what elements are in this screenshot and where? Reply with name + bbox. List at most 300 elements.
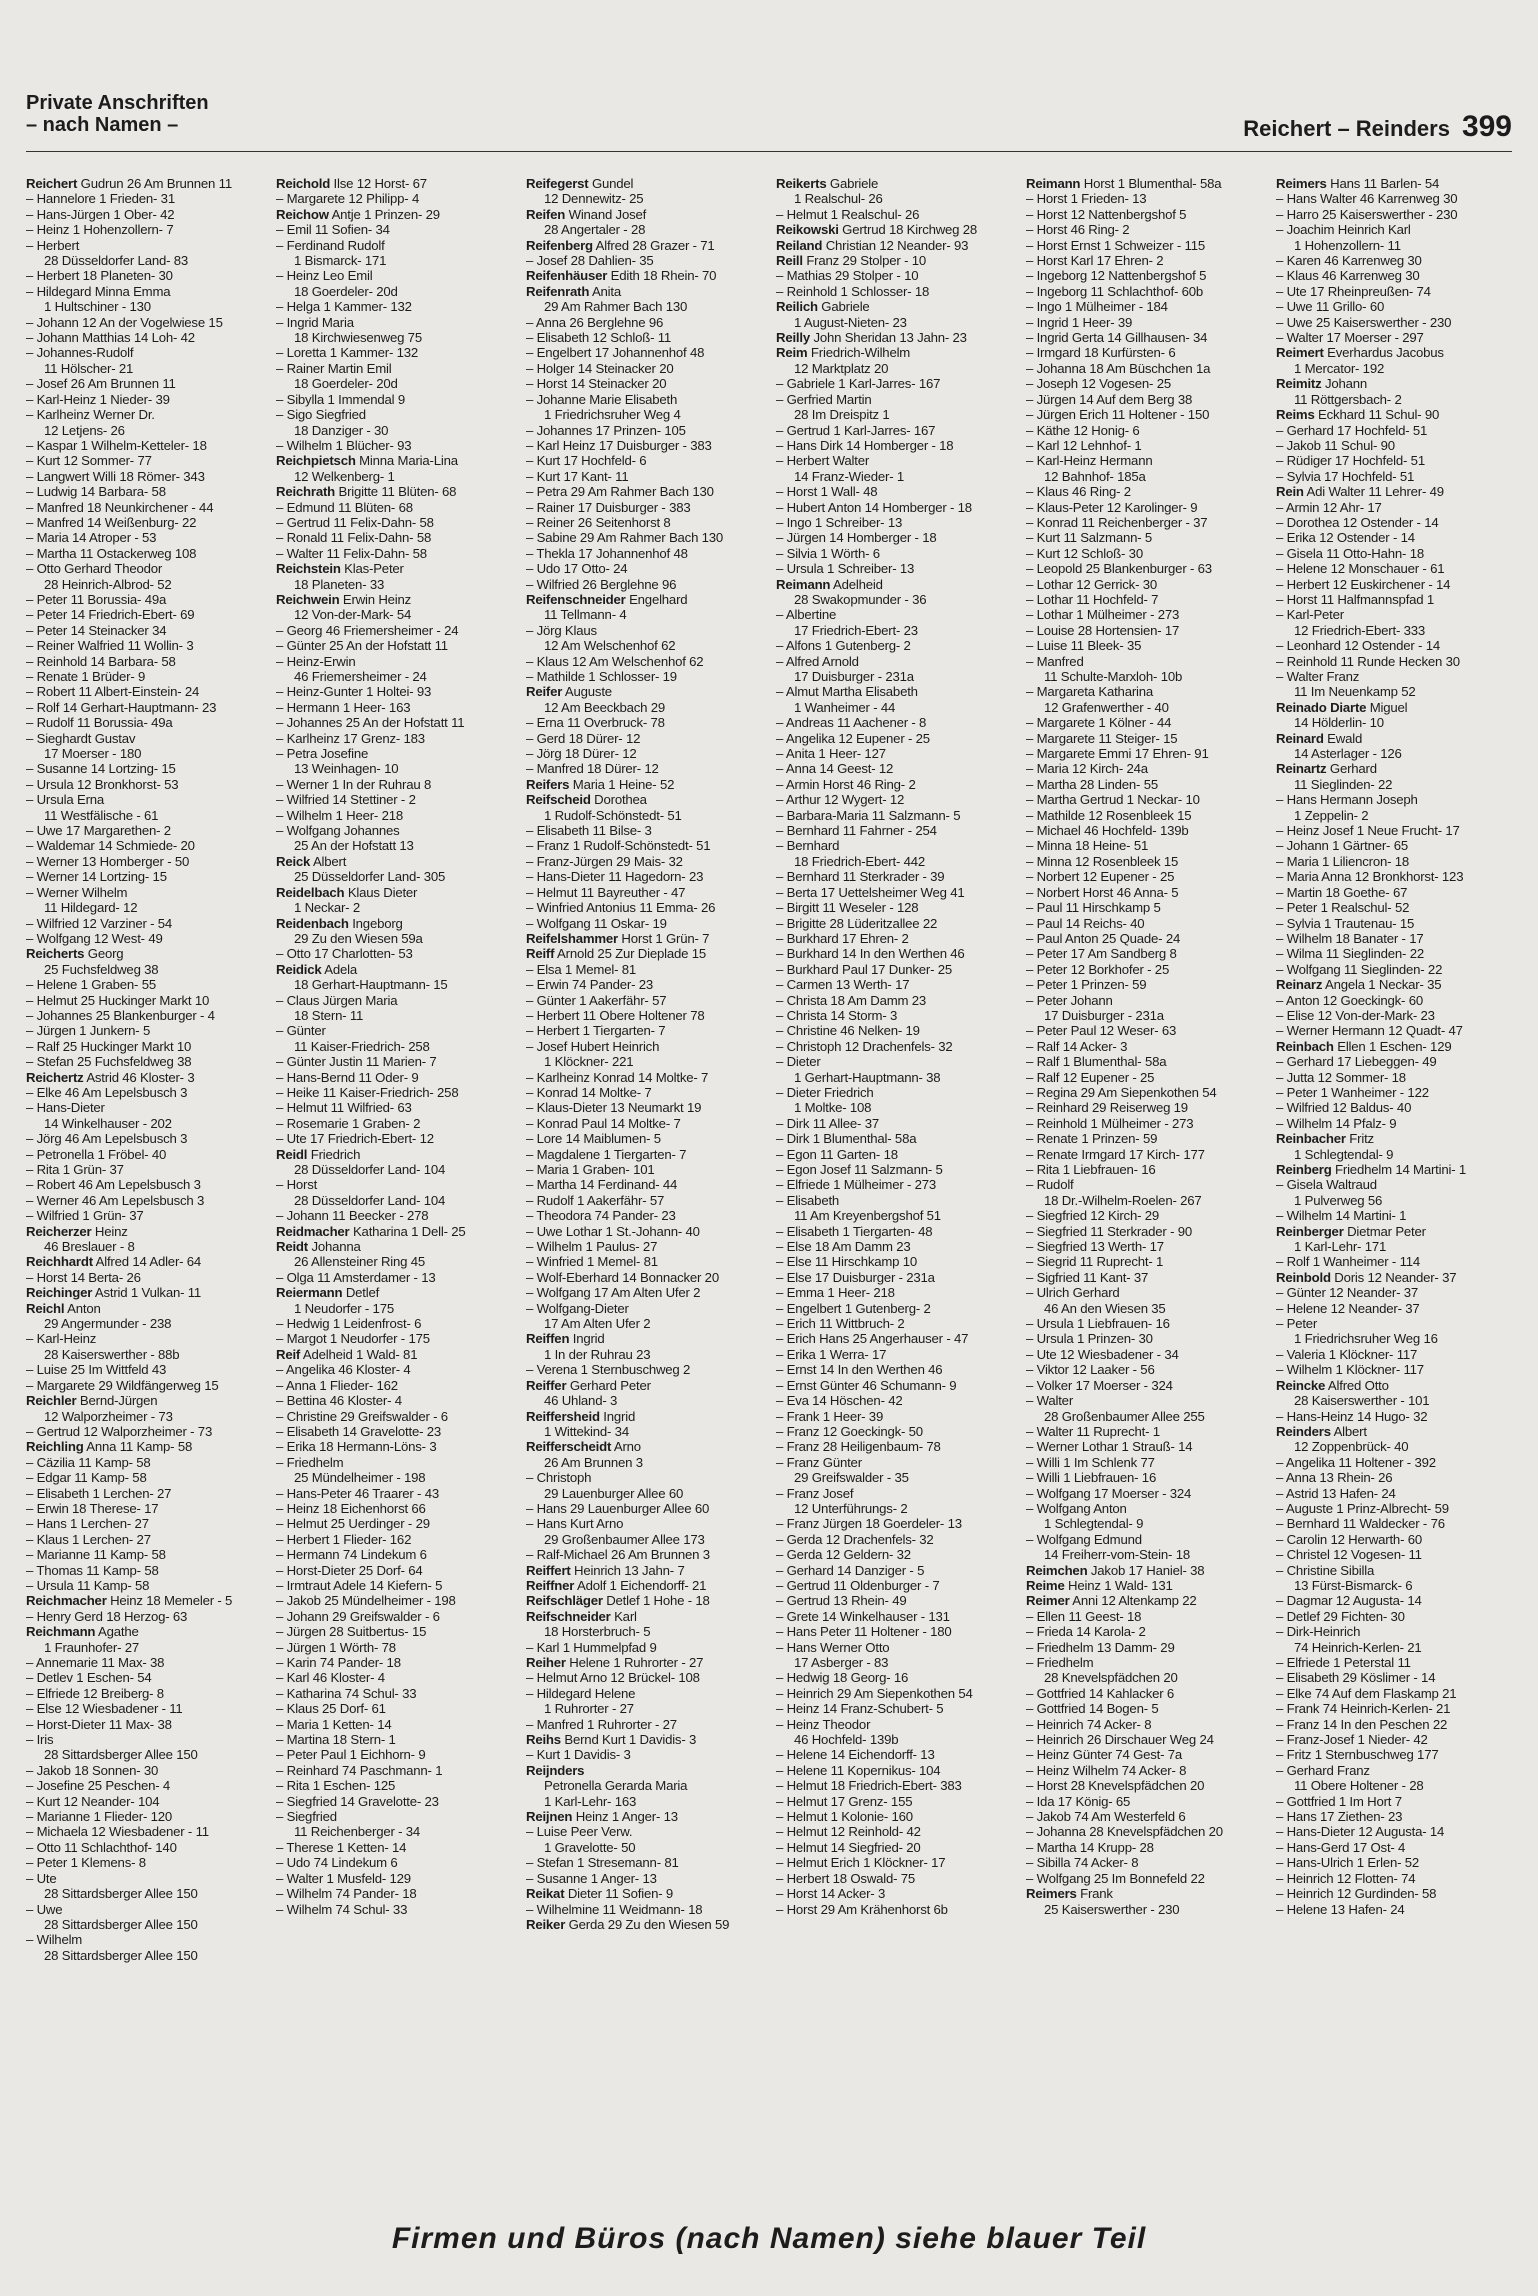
entry-text: – Helmut 18 Friedrich-Ebert- 383 bbox=[776, 1778, 962, 1794]
directory-entry bbox=[1276, 469, 1514, 484]
directory-entry bbox=[776, 1023, 1014, 1038]
directory-entry bbox=[26, 1563, 264, 1578]
directory-entry bbox=[26, 684, 264, 699]
entry-text: – Hans 17 Ziethen- 23 bbox=[1276, 1809, 1403, 1825]
entry-text: 1 Neudorfer - 175 bbox=[294, 1300, 394, 1316]
entry-text: – Susanne 14 Lortzing- 15 bbox=[26, 761, 176, 777]
entry-text: – Edgar 11 Kamp- 58 bbox=[26, 1470, 147, 1486]
entry-text: 1 Hultschiner - 130 bbox=[44, 299, 151, 315]
entry-text: – Wilfried 1 Grün- 37 bbox=[26, 1208, 144, 1224]
entry-text: – Johannes 25 Blankenburger - 4 bbox=[26, 1007, 215, 1023]
directory-entry bbox=[26, 1686, 264, 1701]
entry-text: 28 Knevelspfädchen 20 bbox=[1044, 1670, 1178, 1686]
directory-entry bbox=[1276, 1285, 1514, 1300]
entry-text: – Helmut Arno 12 Brückel- 108 bbox=[526, 1670, 700, 1686]
entry-text: – Karl-Heinz bbox=[26, 1331, 97, 1347]
listing-columns bbox=[26, 176, 1516, 2196]
entry-text: – Horst 11 Halfmannspfad 1 bbox=[1276, 591, 1435, 607]
entry-text: – Horst 28 Knevelspfädchen 20 bbox=[1026, 1778, 1205, 1794]
entry-text: Anton bbox=[64, 1300, 101, 1316]
directory-entry bbox=[776, 1578, 1014, 1593]
directory-entry bbox=[26, 453, 264, 468]
directory-entry bbox=[776, 345, 1014, 360]
directory-entry bbox=[776, 284, 1014, 299]
entry-text: – Else 17 Duisburger - 231a bbox=[776, 1269, 935, 1285]
directory-entry bbox=[26, 1717, 264, 1732]
directory-entry bbox=[526, 1316, 764, 1331]
directory-entry bbox=[526, 1670, 764, 1685]
entry-text: 12 Dennewitz- 25 bbox=[544, 191, 644, 207]
entry-text: – Helmut 17 Grenz- 155 bbox=[776, 1793, 913, 1809]
directory-entry bbox=[1276, 854, 1514, 869]
entry-text: – Peter 1 Realschul- 52 bbox=[1276, 900, 1410, 916]
entry-text: – Wilhelm 18 Banater - 17 bbox=[1276, 930, 1424, 946]
directory-entry bbox=[776, 453, 1014, 468]
directory-entry bbox=[26, 623, 264, 638]
entry-text: – Lothar 1 Mülheimer - 273 bbox=[1026, 607, 1180, 623]
entry-text: 1 Bismarck- 171 bbox=[294, 253, 387, 269]
directory-entry bbox=[526, 761, 764, 776]
directory-entry bbox=[276, 330, 514, 345]
entry-text: – Anna 1 Flieder- 162 bbox=[276, 1377, 398, 1393]
directory-entry bbox=[1026, 1824, 1264, 1839]
surname: Reichwein bbox=[276, 591, 340, 607]
directory-entry bbox=[526, 1085, 764, 1100]
entry-text: – Johannes-Rudolf bbox=[26, 345, 134, 361]
directory-entry bbox=[1276, 191, 1514, 206]
entry-text: Alfred 28 Grazer - 71 bbox=[592, 237, 715, 253]
entry-text: – Sieghardt Gustav bbox=[26, 730, 136, 746]
entry-text: 29 Greifswalder - 35 bbox=[794, 1470, 909, 1486]
entry-text: – Herbert 18 Planeten- 30 bbox=[26, 268, 173, 284]
directory-entry bbox=[776, 684, 1014, 699]
directory-entry bbox=[1276, 1593, 1514, 1608]
entry-text: – Barbara-Maria 11 Salzmann- 5 bbox=[776, 807, 961, 823]
directory-entry bbox=[276, 392, 514, 407]
directory-entry bbox=[26, 423, 264, 438]
entry-text: 28 Sittardsberger Allee 150 bbox=[44, 1747, 198, 1763]
entry-text: Anni 12 Altenkamp 22 bbox=[1069, 1593, 1197, 1609]
directory-entry bbox=[276, 222, 514, 237]
entry-text: 12 Von-der-Mark- 54 bbox=[294, 607, 412, 623]
directory-entry bbox=[526, 1747, 764, 1762]
directory-entry bbox=[1026, 530, 1264, 545]
entry-text: – Franz 28 Heiligenbaum- 78 bbox=[776, 1439, 941, 1455]
directory-entry bbox=[1276, 1609, 1514, 1624]
directory-entry bbox=[776, 1717, 1014, 1732]
directory-entry bbox=[526, 253, 764, 268]
surname: Reimers bbox=[1276, 176, 1327, 191]
directory-entry bbox=[276, 777, 514, 792]
entry-text: – Kurt 12 Sommer- 77 bbox=[26, 453, 152, 469]
entry-text: – Gottfried 14 Kahlacker 6 bbox=[1026, 1685, 1175, 1701]
directory-entry bbox=[276, 438, 514, 453]
directory-entry bbox=[26, 1932, 264, 1947]
directory-entry bbox=[1026, 1763, 1264, 1778]
directory-entry bbox=[1026, 1563, 1264, 1578]
entry-text: – Franz 14 In den Peschen 22 bbox=[1276, 1716, 1448, 1732]
directory-entry bbox=[1276, 1208, 1514, 1223]
entry-text: – Werner 46 Am Lepelsbusch 3 bbox=[26, 1192, 205, 1208]
directory-entry bbox=[776, 823, 1014, 838]
directory-entry bbox=[776, 931, 1014, 946]
surname: Reimert bbox=[1276, 345, 1324, 361]
directory-entry bbox=[276, 623, 514, 638]
entry-text: – Reiner Walfried 11 Wollin- 3 bbox=[26, 638, 194, 654]
entry-text: 74 Heinrich-Kerlen- 21 bbox=[1294, 1639, 1422, 1655]
entry-text: – Joachim Heinrich Karl bbox=[1276, 222, 1411, 238]
directory-entry bbox=[1026, 1008, 1264, 1023]
entry-text: – Angelika 11 Holtener - 392 bbox=[1276, 1454, 1436, 1470]
directory-entry bbox=[776, 731, 1014, 746]
directory-entry bbox=[276, 1162, 514, 1177]
entry-text: – Wilhelm 74 Schul- 33 bbox=[276, 1901, 408, 1917]
entry-text: – Hedwig 1 Leidenfrost- 6 bbox=[276, 1316, 422, 1332]
entry-text: 11 Kaiser-Friedrich- 258 bbox=[294, 1038, 430, 1054]
directory-entry bbox=[776, 885, 1014, 900]
entry-text: – Margarete 1 Kölner - 44 bbox=[1026, 715, 1172, 731]
directory-entry bbox=[526, 1039, 764, 1054]
entry-text: – Michael 46 Hochfeld- 139b bbox=[1026, 823, 1189, 839]
entry-text: Anna 11 Kamp- 58 bbox=[83, 1439, 193, 1455]
directory-entry bbox=[26, 1547, 264, 1562]
directory-entry bbox=[26, 808, 264, 823]
entry-text: – Wolfgang 12 West- 49 bbox=[26, 930, 163, 946]
entry-text: – Dieter bbox=[776, 1054, 821, 1070]
entry-text: – Elisabeth bbox=[776, 1192, 840, 1208]
entry-text: – Franz 12 Goeckingk- 50 bbox=[776, 1423, 923, 1439]
directory-entry bbox=[1026, 1177, 1264, 1192]
directory-entry bbox=[1276, 1239, 1514, 1254]
surname: Reikat bbox=[526, 1886, 565, 1902]
directory-entry bbox=[776, 1131, 1014, 1146]
entry-text: – Helene 13 Hafen- 24 bbox=[1276, 1901, 1405, 1917]
entry-text: – Helene 1 Graben- 55 bbox=[26, 977, 156, 993]
directory-entry bbox=[276, 838, 514, 853]
entry-text: – Reiner 26 Seitenhorst 8 bbox=[526, 514, 671, 530]
entry-text: – Fritz 1 Sternbuschweg 177 bbox=[1276, 1747, 1439, 1763]
directory-entry bbox=[1276, 392, 1514, 407]
entry-text: – Peter Johann bbox=[1026, 992, 1113, 1008]
entry-text: 28 Kaiserswerther - 88b bbox=[44, 1346, 180, 1362]
directory-entry bbox=[526, 1301, 764, 1316]
directory-entry bbox=[1026, 700, 1264, 715]
directory-entry bbox=[526, 715, 764, 730]
directory-entry bbox=[26, 1455, 264, 1470]
entry-text: Ewald bbox=[1323, 730, 1363, 746]
entry-text: – Konrad Paul 14 Moltke- 7 bbox=[526, 1115, 681, 1131]
running-head bbox=[1243, 110, 1512, 144]
directory-entry bbox=[1026, 946, 1264, 961]
entry-text: 1 Karl-Lehr- 163 bbox=[544, 1793, 637, 1809]
entry-text: – Heike 11 Kaiser-Friedrich- 258 bbox=[276, 1084, 459, 1100]
directory-entry bbox=[1026, 484, 1264, 499]
directory-entry bbox=[776, 1855, 1014, 1870]
directory-entry bbox=[276, 731, 514, 746]
entry-text: – Karl Heinz 17 Duisburger - 383 bbox=[526, 437, 712, 453]
entry-text: – Dirk 11 Allee- 37 bbox=[776, 1115, 879, 1131]
directory-entry bbox=[276, 869, 514, 884]
directory-entry bbox=[1276, 885, 1514, 900]
entry-text: 12 Unterführungs- 2 bbox=[794, 1500, 908, 1516]
entry-text: – Wolfgang Edmund bbox=[1026, 1531, 1142, 1547]
entry-text: – Susanne 1 Anger- 13 bbox=[526, 1870, 657, 1886]
entry-text: – Willi 1 Liebfrauen- 16 bbox=[1026, 1470, 1157, 1486]
directory-entry bbox=[1276, 1532, 1514, 1547]
directory-entry bbox=[1276, 1116, 1514, 1131]
directory-entry bbox=[776, 361, 1014, 376]
directory-entry bbox=[1026, 1054, 1264, 1069]
surname: Reifscheid bbox=[526, 792, 591, 808]
entry-text: – Detlev 1 Eschen- 54 bbox=[26, 1670, 152, 1686]
entry-text: 25 Kaiserswerther - 230 bbox=[1044, 1901, 1180, 1917]
entry-text: 12 Walporzheimer - 73 bbox=[44, 1408, 173, 1424]
directory-entry bbox=[276, 469, 514, 484]
entry-text: – Ernst 14 In den Werthen 46 bbox=[776, 1362, 943, 1378]
directory-entry bbox=[26, 1085, 264, 1100]
surname: Reichling bbox=[26, 1439, 84, 1455]
directory-entry bbox=[1026, 854, 1264, 869]
entry-text: – Johanna 28 Knevelspfädchen 20 bbox=[1026, 1824, 1223, 1840]
directory-entry bbox=[276, 1532, 514, 1547]
directory-entry bbox=[776, 838, 1014, 853]
directory-entry bbox=[776, 1239, 1014, 1254]
directory-entry bbox=[776, 407, 1014, 422]
surname: Reijnen bbox=[526, 1809, 573, 1825]
directory-entry bbox=[776, 592, 1014, 607]
entry-text: – Engelbert 17 Johannenhof 48 bbox=[526, 345, 705, 361]
directory-entry bbox=[1276, 746, 1514, 761]
entry-text: – Klaus 46 Karrenweg 30 bbox=[1276, 268, 1420, 284]
entry-text: – Kurt 12 Schloß- 30 bbox=[1026, 545, 1143, 561]
entry-text: – Irmtraut Adele 14 Kiefern- 5 bbox=[276, 1577, 443, 1593]
entry-text: – Heinz Günter 74 Gest- 7a bbox=[1026, 1747, 1183, 1763]
entry-text: – Friedhelm 13 Damm- 29 bbox=[1026, 1639, 1175, 1655]
entry-text: – Marianne 1 Flieder- 120 bbox=[26, 1809, 173, 1825]
directory-entry bbox=[276, 1439, 514, 1454]
directory-entry bbox=[276, 792, 514, 807]
entry-text: – Ursula 11 Kamp- 58 bbox=[26, 1577, 150, 1593]
entry-text: – Wolfgang-Dieter bbox=[526, 1300, 629, 1316]
entry-text: – Hans 1 Lerchen- 27 bbox=[26, 1516, 149, 1532]
directory-entry bbox=[1026, 1516, 1264, 1531]
entry-text: – Hedwig 18 Georg- 16 bbox=[776, 1670, 909, 1686]
entry-text: Brigitte 11 Blüten- 68 bbox=[335, 484, 457, 500]
directory-entry bbox=[26, 1470, 264, 1485]
surname: Reick bbox=[276, 853, 311, 869]
directory-entry bbox=[526, 1177, 764, 1192]
entry-text: 18 Horsterbruch- 5 bbox=[544, 1624, 651, 1640]
entry-text: 46 Breslauer - 8 bbox=[44, 1239, 135, 1255]
directory-entry bbox=[526, 1409, 764, 1424]
entry-text: Gertrud 18 Kirchweg 28 bbox=[838, 222, 978, 238]
entry-text: 11 Westfälische - 61 bbox=[44, 807, 159, 823]
entry-text: – Ellen 11 Geest- 18 bbox=[1026, 1608, 1142, 1624]
entry-text: – Peter Paul 12 Weser- 63 bbox=[1026, 1023, 1177, 1039]
directory-entry bbox=[26, 1501, 264, 1516]
entry-text: – Ute 17 Rheinpreußen- 74 bbox=[1276, 283, 1431, 299]
entry-text: – Maria 14 Atroper - 53 bbox=[26, 530, 157, 546]
directory-entry bbox=[276, 1670, 514, 1685]
entry-text: – Wolfgang 17 Moerser - 324 bbox=[1026, 1485, 1192, 1501]
entry-text: – Ulrich Gerhard bbox=[1026, 1285, 1120, 1301]
entry-text: – Gertrud 12 Walporzheimer - 73 bbox=[26, 1423, 213, 1439]
directory-entry bbox=[1026, 1070, 1264, 1085]
entry-text: – Günter 1 Aakerfähr- 57 bbox=[526, 992, 667, 1008]
directory-entry bbox=[526, 1655, 764, 1670]
directory-entry bbox=[276, 1486, 514, 1501]
directory-entry bbox=[1026, 1224, 1264, 1239]
entry-text: – Christoph 12 Drachenfels- 32 bbox=[776, 1038, 953, 1054]
entry-text: – Horst 14 Acker- 3 bbox=[776, 1886, 886, 1902]
entry-text: 18 Planeten- 33 bbox=[294, 576, 385, 592]
entry-text: – Christa 18 Am Damm 23 bbox=[776, 992, 927, 1008]
directory-entry bbox=[526, 238, 764, 253]
directory-entry bbox=[1026, 607, 1264, 622]
entry-text: Auguste bbox=[562, 684, 612, 700]
directory-entry bbox=[276, 1054, 514, 1069]
page-header bbox=[26, 92, 1512, 152]
directory-entry bbox=[1276, 1778, 1514, 1793]
directory-entry bbox=[776, 1378, 1014, 1393]
entry-text: – Helmut 14 Siegfried- 20 bbox=[776, 1839, 921, 1855]
entry-text: – Sibylla 1 Immendal 9 bbox=[276, 391, 406, 407]
entry-text: – Birgitt 11 Weseler - 128 bbox=[776, 900, 919, 916]
directory-entry bbox=[1026, 869, 1264, 884]
directory-entry bbox=[526, 916, 764, 931]
directory-entry bbox=[776, 1794, 1014, 1809]
entry-text: 1 Rudolf-Schönstedt- 51 bbox=[544, 807, 682, 823]
entry-text: – Rüdiger 17 Hochfeld- 51 bbox=[1276, 453, 1425, 469]
directory-entry bbox=[1276, 207, 1514, 222]
directory-entry bbox=[1276, 900, 1514, 915]
directory-entry bbox=[1026, 962, 1264, 977]
entry-text: – Jörg Klaus bbox=[526, 622, 597, 638]
entry-text: – Rita 1 Liebfrauen- 16 bbox=[1026, 1162, 1156, 1177]
directory-entry bbox=[1276, 1085, 1514, 1100]
directory-entry bbox=[526, 469, 764, 484]
directory-entry bbox=[776, 1609, 1014, 1624]
surname: Reiermann bbox=[276, 1285, 343, 1301]
entry-text: 25 Düsseldorfer Land- 305 bbox=[294, 869, 446, 885]
surname: Reinbach bbox=[1276, 1038, 1334, 1054]
entry-text: 28 Swakopmunder - 36 bbox=[794, 591, 927, 607]
entry-text: – Henry Gerd 18 Herzog- 63 bbox=[26, 1608, 188, 1624]
directory-entry bbox=[1276, 268, 1514, 283]
entry-text: – Peter 1 Prinzen- 59 bbox=[1026, 977, 1147, 993]
entry-text: Dietmar Peter bbox=[1343, 1223, 1426, 1239]
entry-text: – Ursula 1 Schreiber- 13 bbox=[776, 561, 915, 577]
directory-entry bbox=[26, 515, 264, 530]
surname: Reiffersheid bbox=[526, 1408, 600, 1424]
entry-text: Hans 11 Barlen- 54 bbox=[1326, 176, 1440, 191]
surname: Reifenrath bbox=[526, 283, 590, 299]
entry-text: – Karlheinz 17 Grenz- 183 bbox=[276, 730, 425, 746]
entry-text: – Anita 1 Heer- 127 bbox=[776, 746, 886, 762]
entry-text: – Gisela Waltraud bbox=[1276, 1177, 1377, 1193]
entry-text: – Joseph 12 Vogesen- 25 bbox=[1026, 376, 1171, 392]
entry-text: – Gerhard 14 Danziger - 5 bbox=[776, 1562, 925, 1578]
entry-text: – Ralf 12 Eupener - 25 bbox=[1026, 1069, 1155, 1085]
entry-text: Horst 1 Blumenthal- 58a bbox=[1080, 176, 1222, 191]
entry-text: – Elisabeth 11 Bilse- 3 bbox=[526, 823, 652, 839]
entry-text: Astrid 1 Vulkan- 11 bbox=[92, 1285, 202, 1301]
entry-text: – Josef 26 Am Brunnen 11 bbox=[26, 376, 176, 392]
directory-entry bbox=[1026, 1886, 1264, 1901]
entry-text: – Auguste 1 Prinz-Albrecht- 59 bbox=[1276, 1500, 1449, 1516]
directory-entry bbox=[26, 299, 264, 314]
directory-entry bbox=[1276, 176, 1514, 191]
directory-entry bbox=[1026, 1039, 1264, 1054]
entry-text: – Herbert 12 Euskirchener - 14 bbox=[1276, 576, 1451, 592]
entry-text: – Siegfried bbox=[276, 1809, 337, 1825]
entry-text: 18 Gerhart-Hauptmann- 15 bbox=[294, 977, 448, 993]
entry-text: 29 Lauenburger Allee 60 bbox=[544, 1485, 684, 1501]
directory-entry bbox=[26, 1239, 264, 1254]
directory-entry bbox=[1276, 1670, 1514, 1685]
directory-entry bbox=[276, 1224, 514, 1239]
surname: Reifegerst bbox=[526, 176, 589, 191]
entry-text: – Helene 12 Monschauer - 61 bbox=[1276, 561, 1445, 577]
surname: Reiffert bbox=[526, 1562, 571, 1578]
directory-entry bbox=[776, 1563, 1014, 1578]
directory-entry bbox=[26, 1824, 264, 1839]
entry-text: – Wilhelmine 11 Weidmann- 18 bbox=[526, 1901, 703, 1917]
entry-text: – Uwe 11 Grillo- 60 bbox=[1276, 299, 1385, 315]
entry-text: 28 Sittardsberger Allee 150 bbox=[44, 1886, 198, 1902]
listing-column-3 bbox=[526, 176, 764, 2196]
entry-text: – Else 18 Am Damm 23 bbox=[776, 1239, 911, 1255]
entry-text: – Rolf 14 Gerhart-Hauptmann- 23 bbox=[26, 699, 217, 715]
directory-entry bbox=[1026, 1532, 1264, 1547]
entry-text: – Winfried Antonius 11 Emma- 26 bbox=[526, 900, 716, 916]
entry-text: – Volker 17 Moerser - 324 bbox=[1026, 1377, 1173, 1393]
directory-entry bbox=[26, 946, 264, 961]
entry-text: – Wolfgang 17 Am Alten Ufer 2 bbox=[526, 1285, 701, 1301]
directory-entry bbox=[276, 654, 514, 669]
directory-entry bbox=[526, 946, 764, 961]
entry-text: – Bernhard 11 Waldecker - 76 bbox=[1276, 1516, 1445, 1532]
entry-text: – Helmut 11 Bayreuther - 47 bbox=[526, 884, 686, 900]
entry-text: – Karlheinz Konrad 14 Moltke- 7 bbox=[526, 1069, 709, 1085]
directory-entry bbox=[776, 546, 1014, 561]
entry-text: – Horst-Dieter 11 Max- 38 bbox=[26, 1716, 172, 1732]
directory-entry bbox=[526, 900, 764, 915]
surname: Reidick bbox=[276, 961, 322, 977]
entry-text: – Walter 17 Moerser - 297 bbox=[1276, 330, 1424, 346]
directory-entry bbox=[776, 854, 1014, 869]
entry-text: Astrid 46 Kloster- 3 bbox=[83, 1069, 195, 1085]
entry-text: Gabriele bbox=[817, 299, 870, 315]
entry-text: – Berta 17 Uettelsheimer Weg 41 bbox=[776, 884, 965, 900]
entry-text: 1 August-Nieten- 23 bbox=[794, 314, 907, 330]
entry-text: Georg bbox=[84, 946, 124, 962]
entry-text: Heinz 1 Wald- 131 bbox=[1064, 1577, 1173, 1593]
entry-text: – Jürgen 14 Auf dem Berg 38 bbox=[1026, 391, 1193, 407]
directory-entry bbox=[526, 268, 764, 283]
directory-entry bbox=[776, 1809, 1014, 1824]
entry-text: – Frieda 14 Karola- 2 bbox=[1026, 1624, 1146, 1640]
entry-text: – Johann 1 Gärtner- 65 bbox=[1276, 838, 1408, 854]
directory-entry bbox=[1026, 808, 1264, 823]
surname: Reimer bbox=[1026, 1593, 1070, 1609]
directory-entry bbox=[526, 1054, 764, 1069]
entry-text: – Martina 18 Stern- 1 bbox=[276, 1732, 396, 1748]
entry-text: – Elke 46 Am Lepelsbusch 3 bbox=[26, 1084, 188, 1100]
entry-text: – Jürgen 1 Wörth- 78 bbox=[276, 1639, 396, 1655]
entry-text: – Ursula 12 Bronkhorst- 53 bbox=[26, 776, 179, 792]
directory-entry bbox=[276, 284, 514, 299]
